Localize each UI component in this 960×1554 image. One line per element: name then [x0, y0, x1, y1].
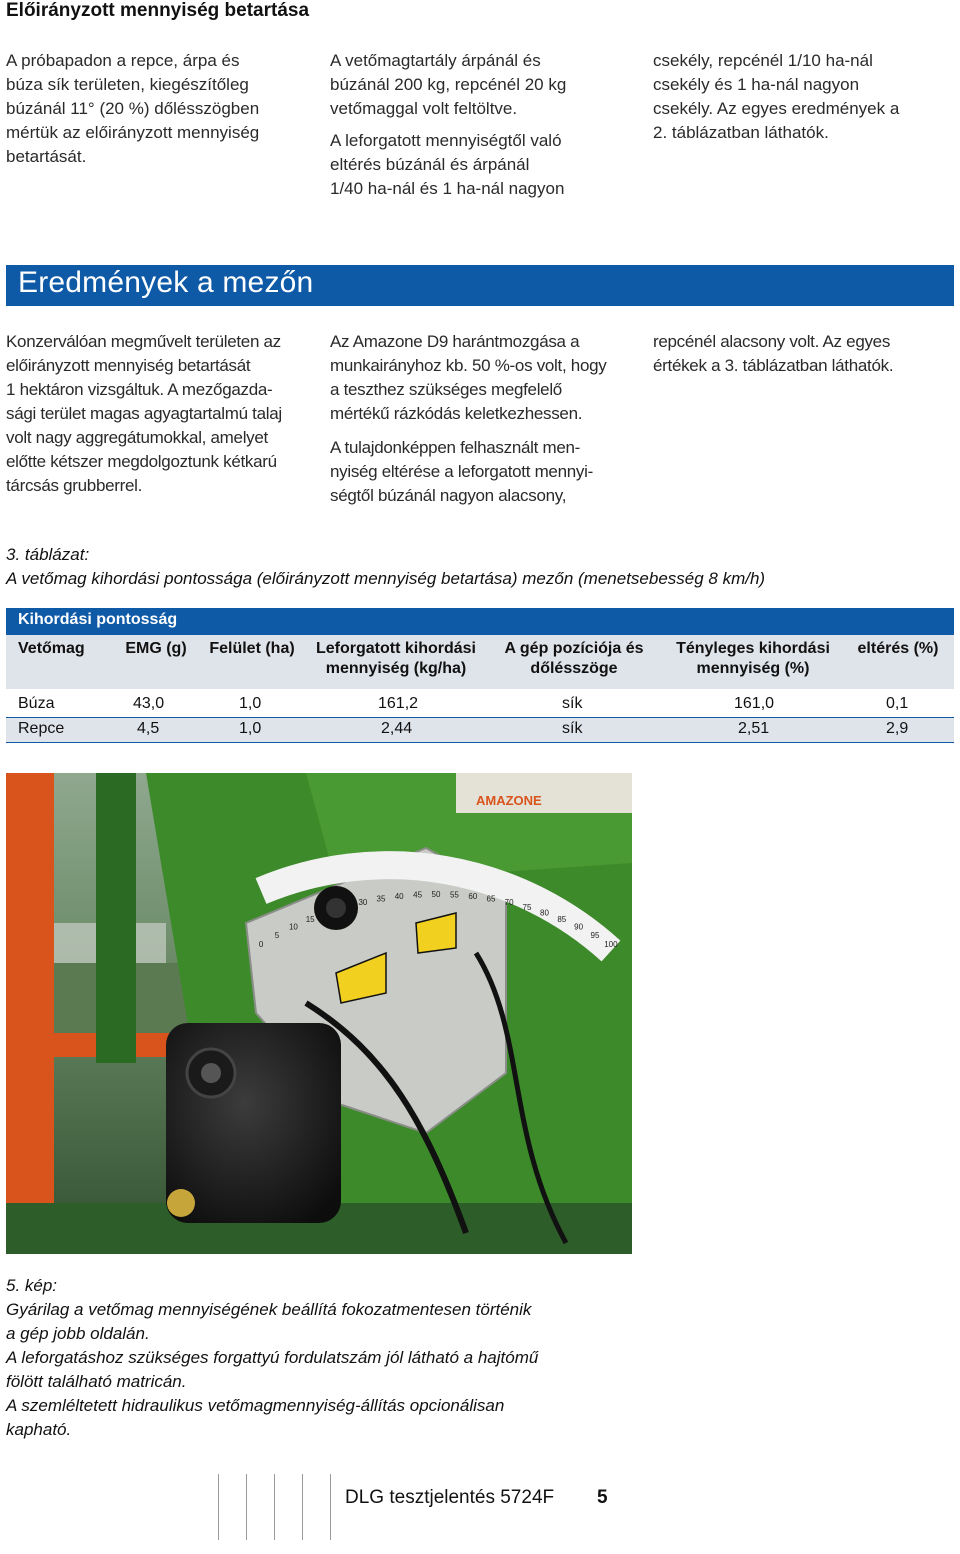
- cell-actual: 161,0: [734, 695, 775, 712]
- text-line: csekély és 1 ha-nál nagyon: [653, 75, 860, 94]
- text-line: vetőmaggal volt feltöltve.: [330, 99, 518, 118]
- caption-line: Gyárilag a vetőmag mennyiségének beállítá fokozatmentesen történik: [6, 1300, 532, 1319]
- scale-tick-label: 40: [394, 892, 404, 902]
- cell-actual: 2,51: [738, 720, 770, 737]
- footer-rule: [274, 1474, 275, 1540]
- text-line: mértük az előirányzott mennyiség: [6, 123, 260, 142]
- header-cell-calibrated: [306, 639, 486, 679]
- scale-tick-label: 10: [288, 922, 298, 932]
- text-line: 1/40 ha-nál és 1 ha-nál nagyon: [330, 179, 565, 198]
- brand-label: AMAZONE: [476, 793, 542, 808]
- text-line: volt nagy aggregátumokkal, amelyet: [6, 428, 268, 447]
- caption-line: A szemléltetett hidraulikus vetőmagmennyiség-állítás opcionálisan: [6, 1396, 505, 1415]
- text-line: előirányzott mennyiség betartását: [6, 356, 251, 375]
- intro-column-2: [330, 49, 630, 201]
- caption-line: fölött található matricán.: [6, 1372, 187, 1391]
- field-column-1: [6, 330, 321, 498]
- table-rule: [6, 742, 954, 743]
- scale-tick-label: 50: [431, 890, 441, 899]
- table-header-row: [6, 635, 954, 689]
- scale-tick-label: 0: [258, 940, 264, 950]
- text-line: tárcsás grubberrel.: [6, 476, 143, 495]
- text-line: előtte kétszer megdolgoztunk kétkarú: [6, 452, 277, 471]
- scale-tick-label: 30: [358, 898, 368, 908]
- scale-tick-label: 90: [574, 922, 584, 932]
- text-line: csekély. Az egyes eredmények a: [653, 99, 900, 118]
- text-line: 2. táblázatban láthatók.: [653, 123, 829, 142]
- cell-area: 1,0: [239, 695, 262, 712]
- text-line: repcénél alacsony volt. Az egyes: [653, 332, 891, 351]
- text-line: A próbapadon a repce, árpa és: [6, 51, 240, 70]
- figure-label: 5. kép:: [6, 1276, 58, 1295]
- header-line: mennyiség (%): [696, 660, 810, 677]
- cell-emg: 4,5: [137, 720, 160, 737]
- table-row: [6, 718, 954, 742]
- scale-tick-label: 60: [468, 892, 478, 902]
- text-line: értékek a 3. táblázatban láthatók.: [653, 356, 894, 375]
- page-number: 5: [597, 1487, 608, 1508]
- caption-line: a gép jobb oldalán.: [6, 1324, 150, 1343]
- figure-caption: [6, 1274, 646, 1442]
- scale-tick-label: 55: [449, 890, 459, 900]
- header-line: mennyiség (kg/ha): [325, 660, 467, 677]
- text-line: mértékű rázkódás keletkezhessen.: [330, 404, 583, 423]
- table-band: [6, 608, 954, 635]
- header-cell-area: Felület (ha): [209, 640, 295, 657]
- scale-tick-label: 75: [522, 902, 532, 912]
- machine-photo: [6, 773, 632, 1254]
- scale-tick-label: 85: [557, 914, 567, 924]
- banner-title: Eredmények a mezőn: [18, 266, 314, 299]
- grease-nipple-icon: [167, 1189, 195, 1217]
- text-line: A leforgatott mennyiségtől való: [330, 131, 562, 150]
- scale-tick-label: 45: [413, 890, 423, 900]
- cell-position: sík: [562, 695, 583, 712]
- cell-deviation: 0,1: [886, 695, 909, 712]
- scale-tick-label: 65: [486, 894, 496, 904]
- text-line: ségtől búzánál nagyon alacsony,: [330, 486, 567, 505]
- text-line: Konzerválóan megművelt területen az: [6, 332, 281, 351]
- header-cell-deviation: eltérés (%): [857, 640, 939, 657]
- table-band-title: Kihordási pontosság: [18, 611, 178, 628]
- header-cell-seed: Vetőmag: [18, 640, 85, 657]
- text-line: csekély, repcénél 1/10 ha-nál: [653, 51, 873, 70]
- text-line: sági terület magas agyagtartalmú talaj: [6, 404, 282, 423]
- intro-column-1: [6, 49, 306, 169]
- text-line: nyiség eltérése a leforgatott mennyi-: [330, 462, 593, 481]
- text-line: betartását.: [6, 147, 87, 166]
- field-column-2: [330, 330, 645, 508]
- table-caption-label: 3. táblázat:: [6, 545, 90, 564]
- header-cell-actual: [668, 639, 838, 679]
- footer-decoration: [190, 1474, 330, 1540]
- cell-position: sík: [562, 720, 583, 737]
- header-cell-position: [494, 639, 654, 679]
- text-line: A vetőmagtartály árpánál és: [330, 51, 541, 70]
- footer-rule: [302, 1474, 303, 1540]
- cell-emg: 43,0: [133, 695, 165, 712]
- caption-line: A leforgatáshoz szükséges forgattyú fordulatszám jól látható a hajtómű: [6, 1348, 539, 1367]
- text-line: A tulajdonképpen felhasznált men-: [330, 438, 580, 457]
- footer-rule: [218, 1474, 219, 1540]
- cell-seed: Búza: [18, 695, 55, 712]
- footer-title: DLG tesztjelentés 5724F: [345, 1487, 555, 1508]
- header-line: A gép pozíciója és: [504, 640, 644, 657]
- header-cell-emg: EMG (g): [125, 640, 187, 657]
- cell-deviation: 2,9: [886, 720, 909, 737]
- text-line: eltérés búzánál és árpánál: [330, 155, 530, 174]
- intro-column-3: [653, 49, 953, 145]
- cell-calibrated: 2,44: [381, 720, 413, 737]
- text-line: Az Amazone D9 harántmozgása a: [330, 332, 580, 351]
- text-line: búza sík területen, kiegészítőleg: [6, 75, 249, 94]
- table-row: [6, 693, 954, 717]
- text-line: 1 hektáron vizsgáltuk. A mezőgazda-: [6, 380, 273, 399]
- text-line: búzánál 200 kg, repcénél 20 kg: [330, 75, 567, 94]
- scale-tick-label: 95: [590, 930, 600, 940]
- section-banner: [6, 265, 954, 306]
- caption-line: kapható.: [6, 1420, 72, 1439]
- cell-seed: Repce: [18, 720, 65, 737]
- header-line: Leforgatott kihordási: [315, 640, 476, 657]
- cell-calibrated: 161,2: [378, 695, 419, 712]
- scale-tick-label: 35: [376, 894, 386, 904]
- gearbox: [166, 1023, 341, 1223]
- table-caption: [6, 543, 765, 591]
- text-line: munkairányhoz kb. 50 %-os volt, hogy: [330, 356, 607, 375]
- orange-frame: [6, 773, 54, 1254]
- scale-tick-label: 5: [274, 930, 280, 940]
- scale-tick-label: 100: [604, 940, 618, 950]
- table-caption-text: A vetőmag kihordási pontossága (előirányzott mennyiség betartása) mezőn (menetsebesség 8 km/h): [6, 569, 766, 588]
- footer-rule: [330, 1474, 331, 1540]
- field-column-3: [653, 330, 953, 378]
- text-line: a teszthez szükséges megfelelő: [330, 380, 562, 399]
- scale-tick-label: 70: [504, 898, 514, 908]
- header-line: dőlésszöge: [530, 660, 618, 677]
- footer-rule: [246, 1474, 247, 1540]
- cell-area: 1,0: [239, 720, 262, 737]
- scale-tick-label: 80: [540, 908, 549, 918]
- section-title: Előirányzott mennyiség betartása: [6, 0, 310, 21]
- text-line: búzánál 11° (20 %) dőlésszögben: [6, 99, 260, 118]
- scale-tick-label: 15: [305, 914, 315, 924]
- header-line: Tényleges kihordási: [676, 640, 830, 657]
